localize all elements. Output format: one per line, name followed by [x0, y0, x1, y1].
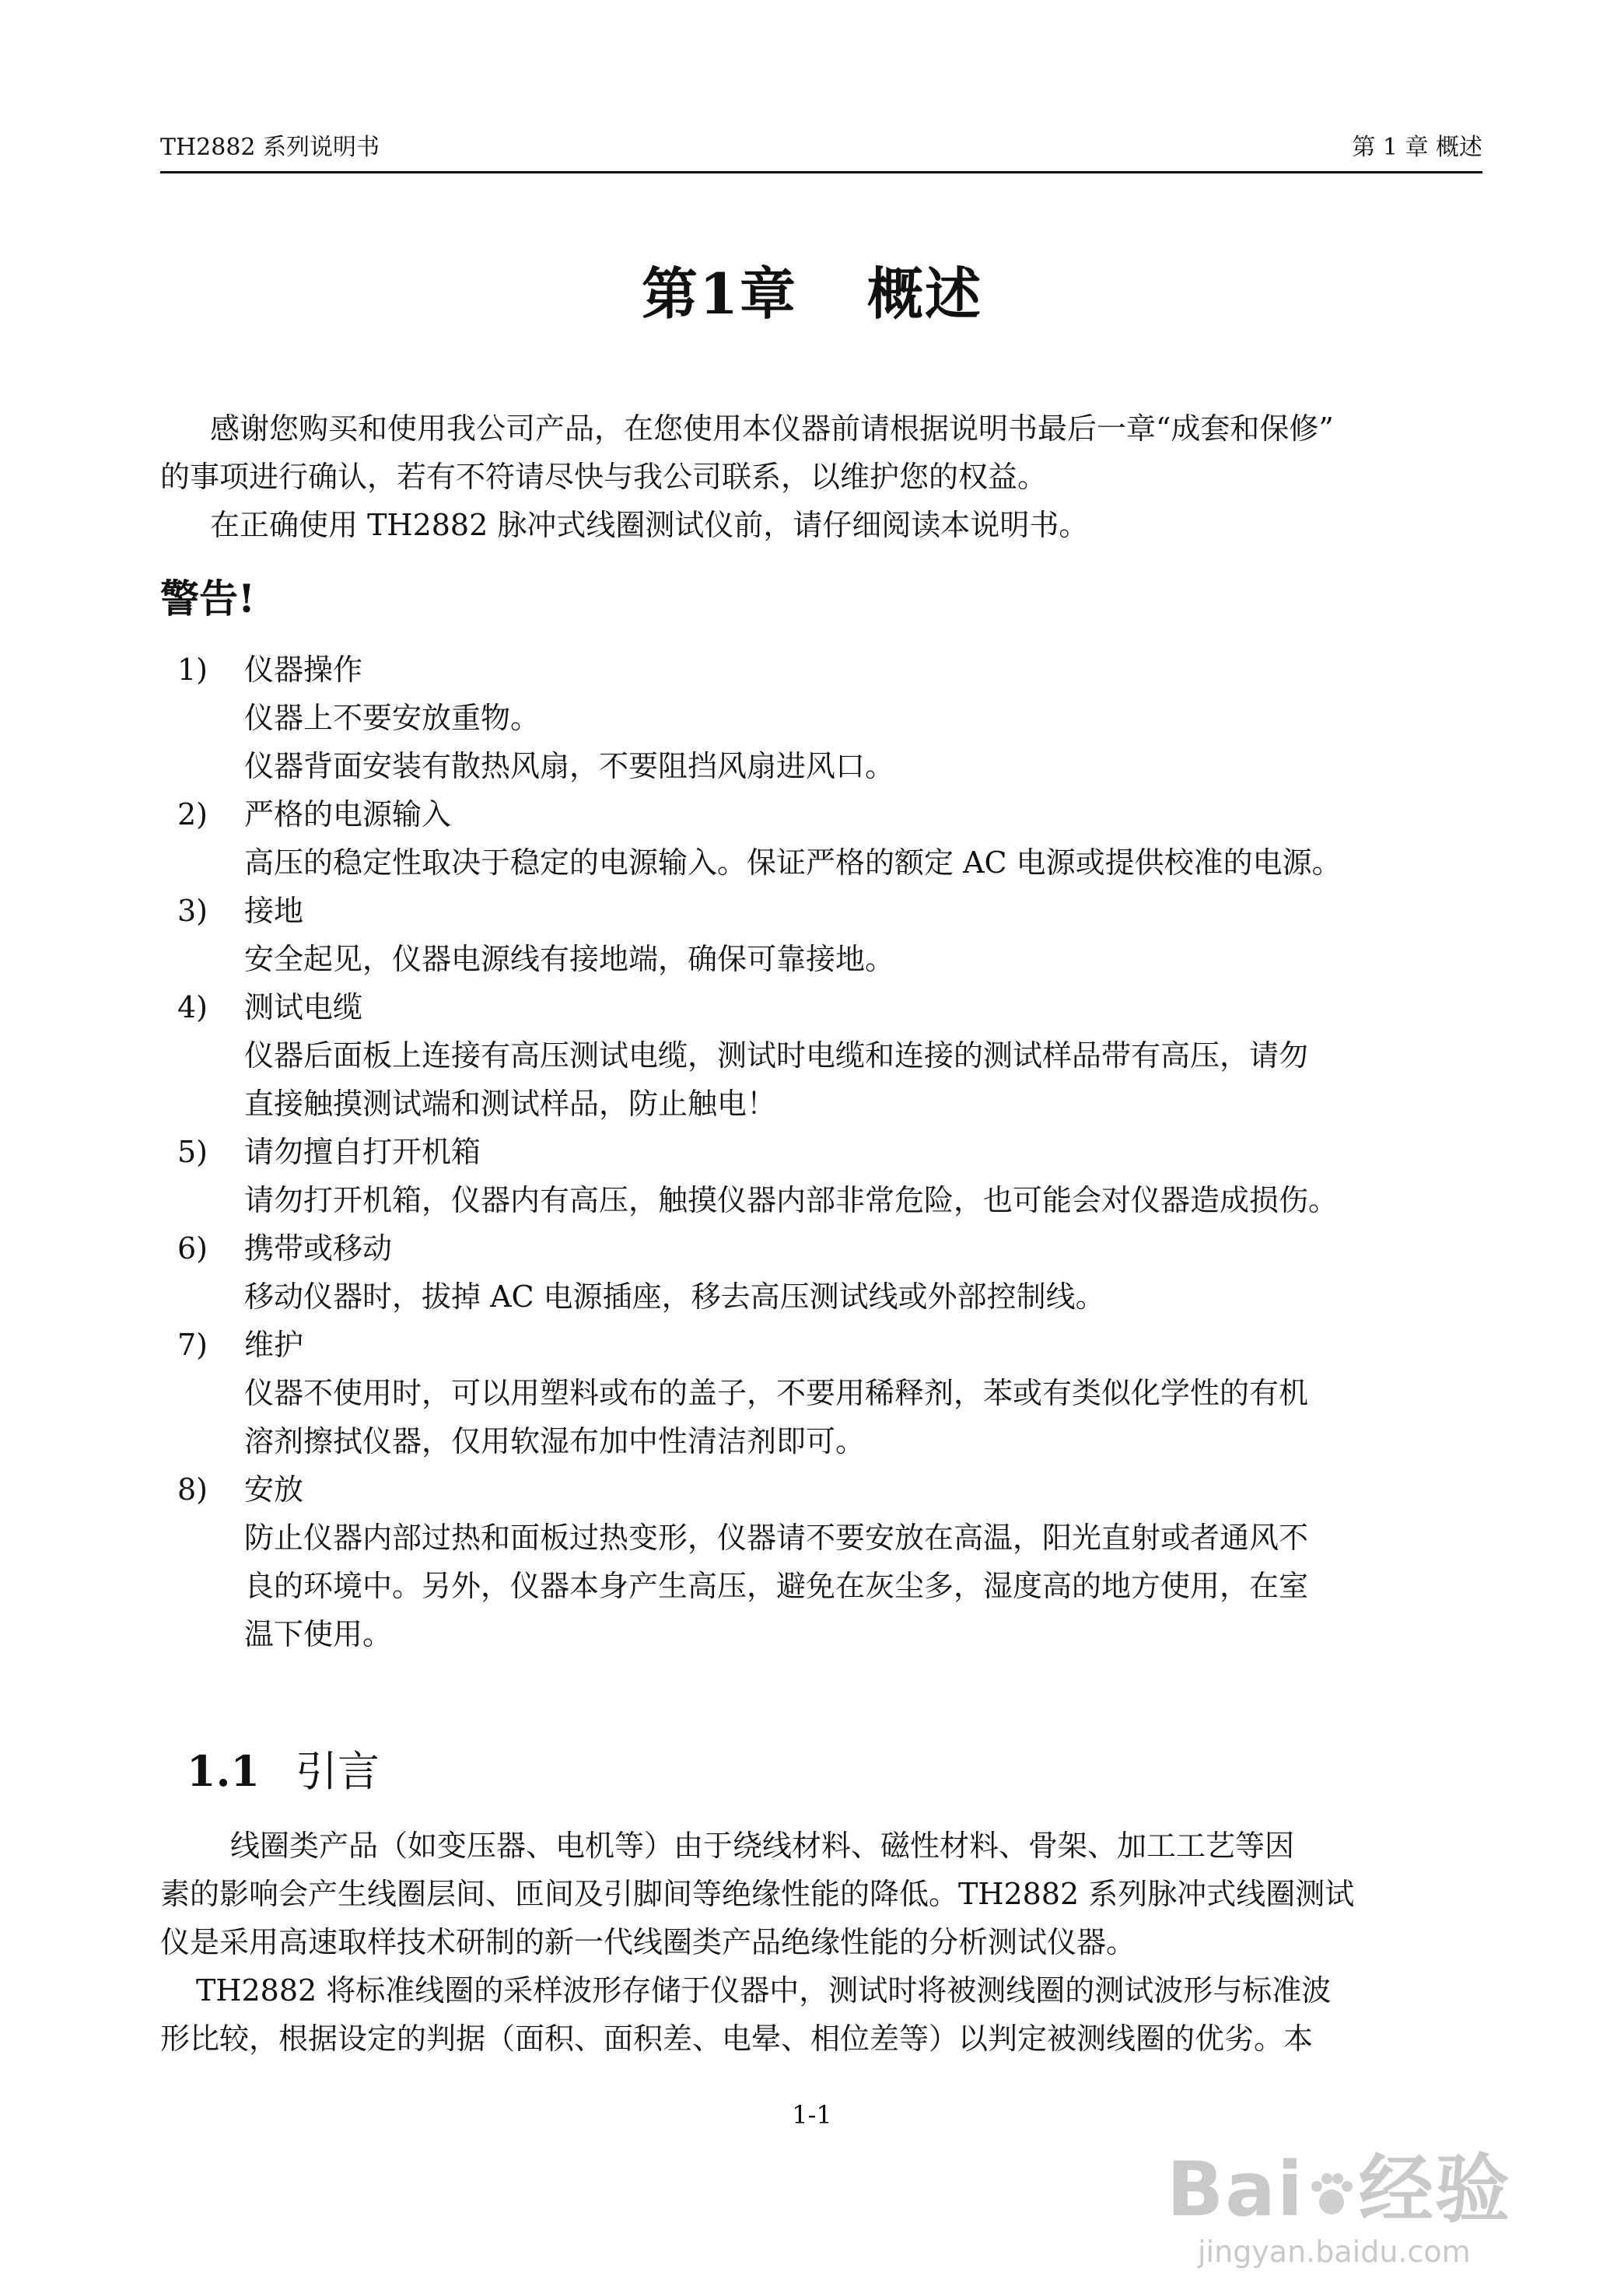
- item-line: 仪器不使用时，可以用塑料或布的盖子，不要用稀释剂，苯或有类似化学性的有机: [244, 1376, 1309, 1410]
- item-number: 1): [177, 653, 208, 687]
- warning-item: [160, 790, 1482, 887]
- item-line: 仪器上不要安放重物。: [244, 701, 541, 735]
- section-number: 1.1: [187, 1746, 260, 1796]
- item-line: 防止仪器内部过热和面板过热变形，仪器请不要安放在高温，阳光直射或者通风不: [244, 1521, 1309, 1555]
- item-heading: 维护: [244, 1328, 304, 1362]
- watermark-brand-right: 经验: [1358, 2146, 1511, 2233]
- intro-line-1: 感谢您购买和使用我公司产品，在您使用本仪器前请根据说明书最后一章“成套和保修”: [210, 411, 1334, 446]
- section-line-2: 素的影响会产生线圈层间、匝间及引脚间等绝缘性能的降低。TH2882 系列脉冲式线圈测试: [160, 1877, 1355, 1911]
- watermark: [1167, 2147, 1587, 2279]
- watermark-url: jingyan.baidu.com: [1198, 2235, 1471, 2269]
- item-number: 7): [177, 1328, 208, 1362]
- chapter-name: 概述: [867, 261, 983, 327]
- warning-list: [160, 646, 1482, 1658]
- item-line: 请勿打开机箱，仪器内有高压，触摸仪器内部非常危险，也可能会对仪器造成损伤。: [244, 1183, 1339, 1217]
- section-line-1: 线圈类产品（如变压器、电机等）由于绕线材料、磁性材料、骨架、加工工艺等因: [230, 1829, 1295, 1863]
- warning-item: [160, 1465, 1482, 1658]
- item-number: 6): [177, 1231, 208, 1266]
- warning-item: [160, 646, 1482, 790]
- item-line: 移动仪器时，拔掉 AC 电源插座，移去高压测试线或外部控制线。: [244, 1280, 1105, 1314]
- watermark-brand-left: Bai: [1167, 2146, 1304, 2233]
- warning-item: [160, 983, 1482, 1128]
- item-heading: 携带或移动: [244, 1231, 393, 1266]
- warning-item: [160, 1321, 1482, 1465]
- warning-item: [160, 887, 1482, 983]
- item-number: 8): [177, 1472, 208, 1507]
- item-number: 2): [177, 797, 208, 831]
- section-title: [187, 1738, 380, 1798]
- intro-line-3: 在正确使用 TH2882 脉冲式线圈测试仪前，请仔细阅读本说明书。: [210, 508, 1089, 542]
- item-number: 3): [177, 894, 208, 928]
- item-line: 良的环境中。另外，仪器本身产生高压，避免在灰尘多，湿度高的地方使用，在室: [244, 1569, 1309, 1603]
- item-heading: 仪器操作: [244, 653, 363, 687]
- warning-item: [160, 1128, 1482, 1224]
- item-line: 温下使用。: [244, 1617, 393, 1651]
- section-line-4: TH2882 将标准线圈的采样波形存储于仪器中，测试时将被测线圈的测试波形与标准波: [196, 1973, 1332, 2008]
- item-number: 5): [177, 1135, 208, 1169]
- item-line: 高压的稳定性取决于稳定的电源输入。保证严格的额定 AC 电源或提供校准的电源。: [244, 845, 1342, 880]
- chapter-number: 第1章: [641, 261, 798, 327]
- page-number: 1-1: [792, 2100, 832, 2130]
- warning-heading: 警告!: [160, 576, 255, 621]
- section-paragraph: [160, 1822, 1482, 2063]
- header-chapter: 第 1 章 概述: [1352, 134, 1482, 161]
- item-line: 仪器背面安装有散热风扇，不要阻挡风扇进风口。: [244, 749, 895, 783]
- item-heading: 请勿擅自打开机箱: [244, 1135, 481, 1169]
- item-heading: 安放: [244, 1472, 304, 1507]
- chapter-title: [0, 249, 1624, 330]
- intro-line-2: 的事项进行确认，若有不符请尽快与我公司联系，以维护您的权益。: [160, 460, 1048, 494]
- section-line-3: 仪是采用高速取样技术研制的新一代线圈类产品绝缘性能的分析测试仪器。: [160, 1925, 1136, 1959]
- item-number: 4): [177, 990, 208, 1024]
- page-header: [160, 124, 1482, 173]
- item-line: 直接触摸测试端和测试样品，防止触电！: [244, 1087, 777, 1121]
- item-line: 仪器后面板上连接有高压测试电缆，测试时电缆和连接的测试样品带有高压，请勿: [244, 1038, 1309, 1073]
- intro-paragraph: [160, 404, 1482, 549]
- item-line: 安全起见，仪器电源线有接地端，确保可靠接地。: [244, 942, 895, 976]
- item-heading: 测试电缆: [244, 990, 363, 1024]
- item-line: 溶剂擦拭仪器，仅用软湿布加中性清洁剂即可。: [244, 1424, 866, 1458]
- section-line-5: 形比较，根据设定的判据（面积、面积差、电晕、相位差等）以判定被测线圈的优劣。本: [160, 2022, 1314, 2056]
- paw-icon: [1304, 2168, 1359, 2222]
- item-heading: 接地: [244, 894, 304, 928]
- header-doc-title: TH2882 系列说明书: [160, 134, 380, 161]
- warning-item: [160, 1224, 1482, 1321]
- watermark-brand: [1167, 2147, 1587, 2232]
- section-name: 引言: [296, 1747, 380, 1796]
- item-heading: 严格的电源输入: [244, 797, 452, 831]
